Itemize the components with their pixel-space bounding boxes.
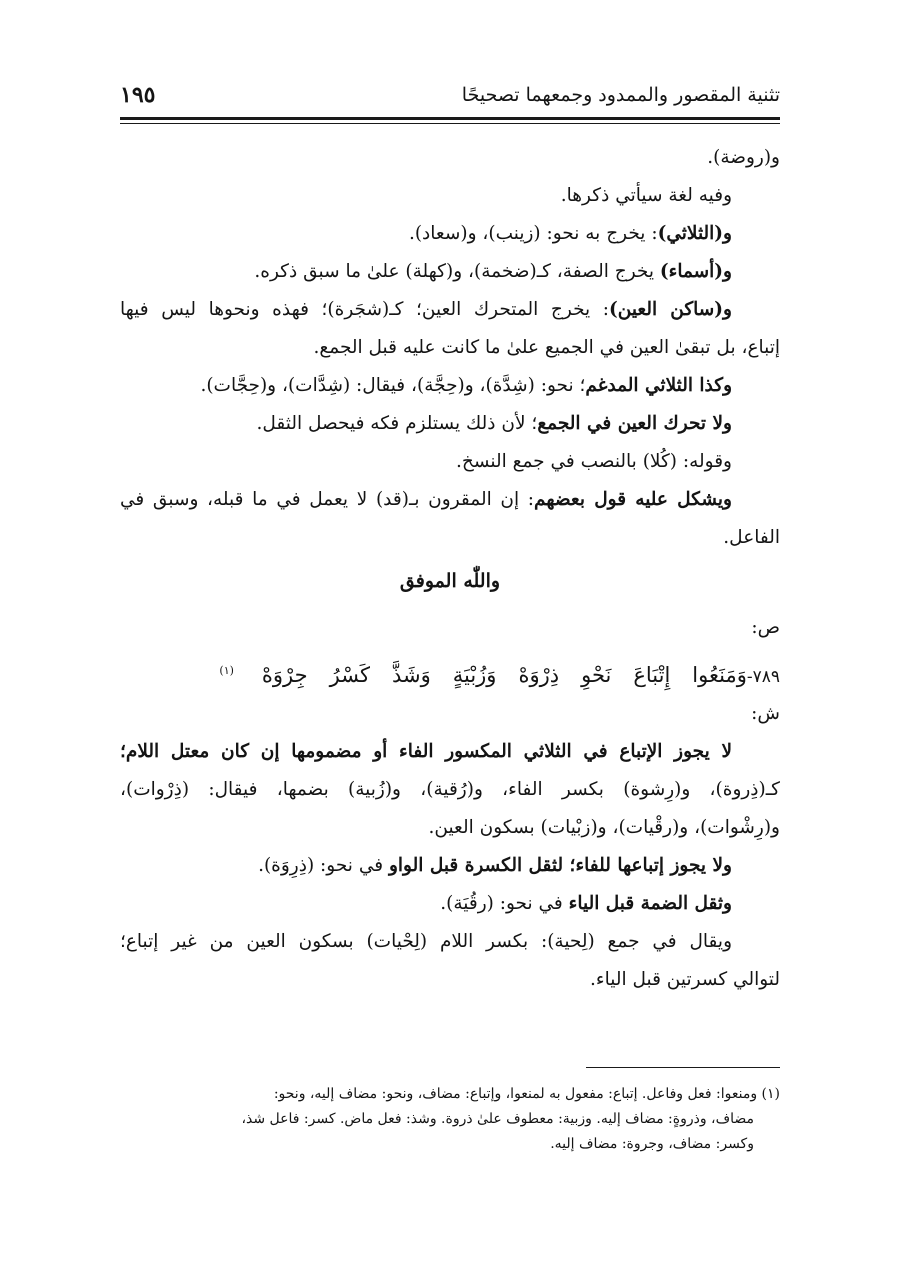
closing-heading: واللّٰه الموفق	[399, 570, 501, 592]
verse-word: إِتْبَاعَ	[633, 663, 671, 687]
section-marker-sad: ص:	[751, 617, 780, 638]
text-line	[120, 885, 780, 923]
text-line: لتوالي كسرتين قبل الياء.	[590, 969, 780, 990]
text-span: : يخرج المتحرك العين؛ كـ(شجَرة)؛ فهذه ونحوها ليس فيها	[120, 299, 609, 320]
header-rule-thin	[120, 123, 780, 124]
header-title: تثنية المقصور والممدود وجمعهما تصحيحًا	[461, 84, 780, 106]
text-line: لا يجوز الإتباع في الثلاثي المكسور الفاء أو مضمومها إن كان معتل اللام؛	[120, 741, 732, 762]
text-line: وفيه لغة سيأتي ذكرها.	[560, 185, 732, 206]
section-marker-shin: ش:	[751, 703, 780, 724]
text-line: إتباع، بل تبقىٰ العين في الجميع علىٰ ما كانت عليه قبل الجمع.	[313, 337, 780, 358]
text-line	[120, 291, 780, 329]
text-span: يخرج الصفة، كـ(ضخمة)، و(كهلة) علىٰ ما سبق ذكره.	[254, 261, 660, 282]
text-line: وقوله: (كُلا) بالنصب في جمع النسخ.	[456, 451, 732, 472]
text-span: في نحو: (رقُيَة).	[440, 893, 569, 914]
page-number: ١٩٥	[120, 82, 156, 108]
verse-word: وَشَذَّ	[391, 663, 431, 687]
text-line	[120, 253, 780, 291]
text-line: ويقال في جمع (لِحية): بكسر اللام (لِحْيات) بسكون العين من غير إتباع؛	[120, 931, 732, 952]
footnote-line: مضاف، وذروةٍ: مضاف إليه. وزبية: معطوف علىٰ ذروة. وشذ: فعل ماض. كسر: فاعل شذ،	[241, 1111, 754, 1127]
footnote-line: (١) ومنعوا: فعل وفاعل. إتباع: مفعول به لمنعوا، وإتباع: مضاف، ونحو: مضاف إليه، ونحو:	[273, 1086, 780, 1102]
bold-term: وثقل الضمة قبل الياء	[568, 893, 732, 914]
text-line: و(رِشْوات)، و(رقْيات)، و(زبْيات) بسكون العين.	[428, 817, 780, 838]
text-line	[120, 481, 780, 519]
bold-term: ولا يجوز إتباعها للفاء؛ لثقل الكسرة قبل الواو	[388, 855, 732, 876]
bold-term: ويشكل عليه قول بعضهم	[534, 489, 732, 510]
bold-term: و(أسماء)	[659, 261, 732, 282]
text-span: في نحو: (ذِرِوَة).	[258, 855, 389, 876]
footnote-separator	[586, 1067, 780, 1068]
main-text	[120, 139, 780, 999]
footnote-line: وكسر: مضاف، وجروة: مضاف إليه.	[550, 1136, 754, 1152]
text-span: ؛ لأن ذلك يستلزم فكه فيحصل الثقل.	[256, 413, 538, 434]
text-line	[120, 405, 780, 443]
verse-line	[120, 647, 780, 695]
text-line: و(روضة).	[707, 147, 780, 168]
running-header	[120, 84, 780, 124]
verse-word: كَسْرُ	[329, 663, 370, 687]
verse-number: ٧٨٩-	[746, 667, 780, 687]
verse-word: وَمَنَعُوا	[692, 663, 747, 687]
text-line: كـ(ذِروة)، و(رِشوة) بكسر الفاء، و(رُقية)، و(زُبية) بضمها، فيقال: (ذِرْوات)،	[120, 779, 780, 800]
bold-term: و(الثلاثي)	[657, 223, 732, 244]
verse-word: جِرْوَهْ	[261, 663, 308, 687]
footnote-reference[interactable]: (١)	[219, 664, 234, 677]
text-span: ؛ نحو: (شِدَّة)، و(حِجَّة)، فيقال: (شِدَّات)، و(حِجَّات).	[200, 375, 586, 396]
text-line	[120, 215, 780, 253]
bold-term: ولا تحرك العين في الجمع	[537, 413, 732, 434]
footnotes	[120, 1082, 780, 1157]
text-span: : إن المقرون بـ(قد) لا يعمل في ما قبله، وسبق في	[120, 489, 535, 510]
text-line	[120, 367, 780, 405]
text-span: : يخرج به نحو: (زينب)، و(سعاد).	[408, 223, 658, 244]
verse-word: وَزُبْيَةٍ	[452, 663, 497, 687]
bold-term: وكذا الثلاثي المدغم	[585, 375, 732, 396]
verse-word: نَحْوِ	[581, 663, 612, 687]
header-rule-thick	[120, 117, 780, 120]
verse-word: ذِرْوَهْ	[518, 663, 560, 687]
text-line: الفاعل.	[723, 527, 780, 548]
bold-term: و(ساكن العين)	[609, 299, 732, 320]
text-line	[120, 847, 780, 885]
